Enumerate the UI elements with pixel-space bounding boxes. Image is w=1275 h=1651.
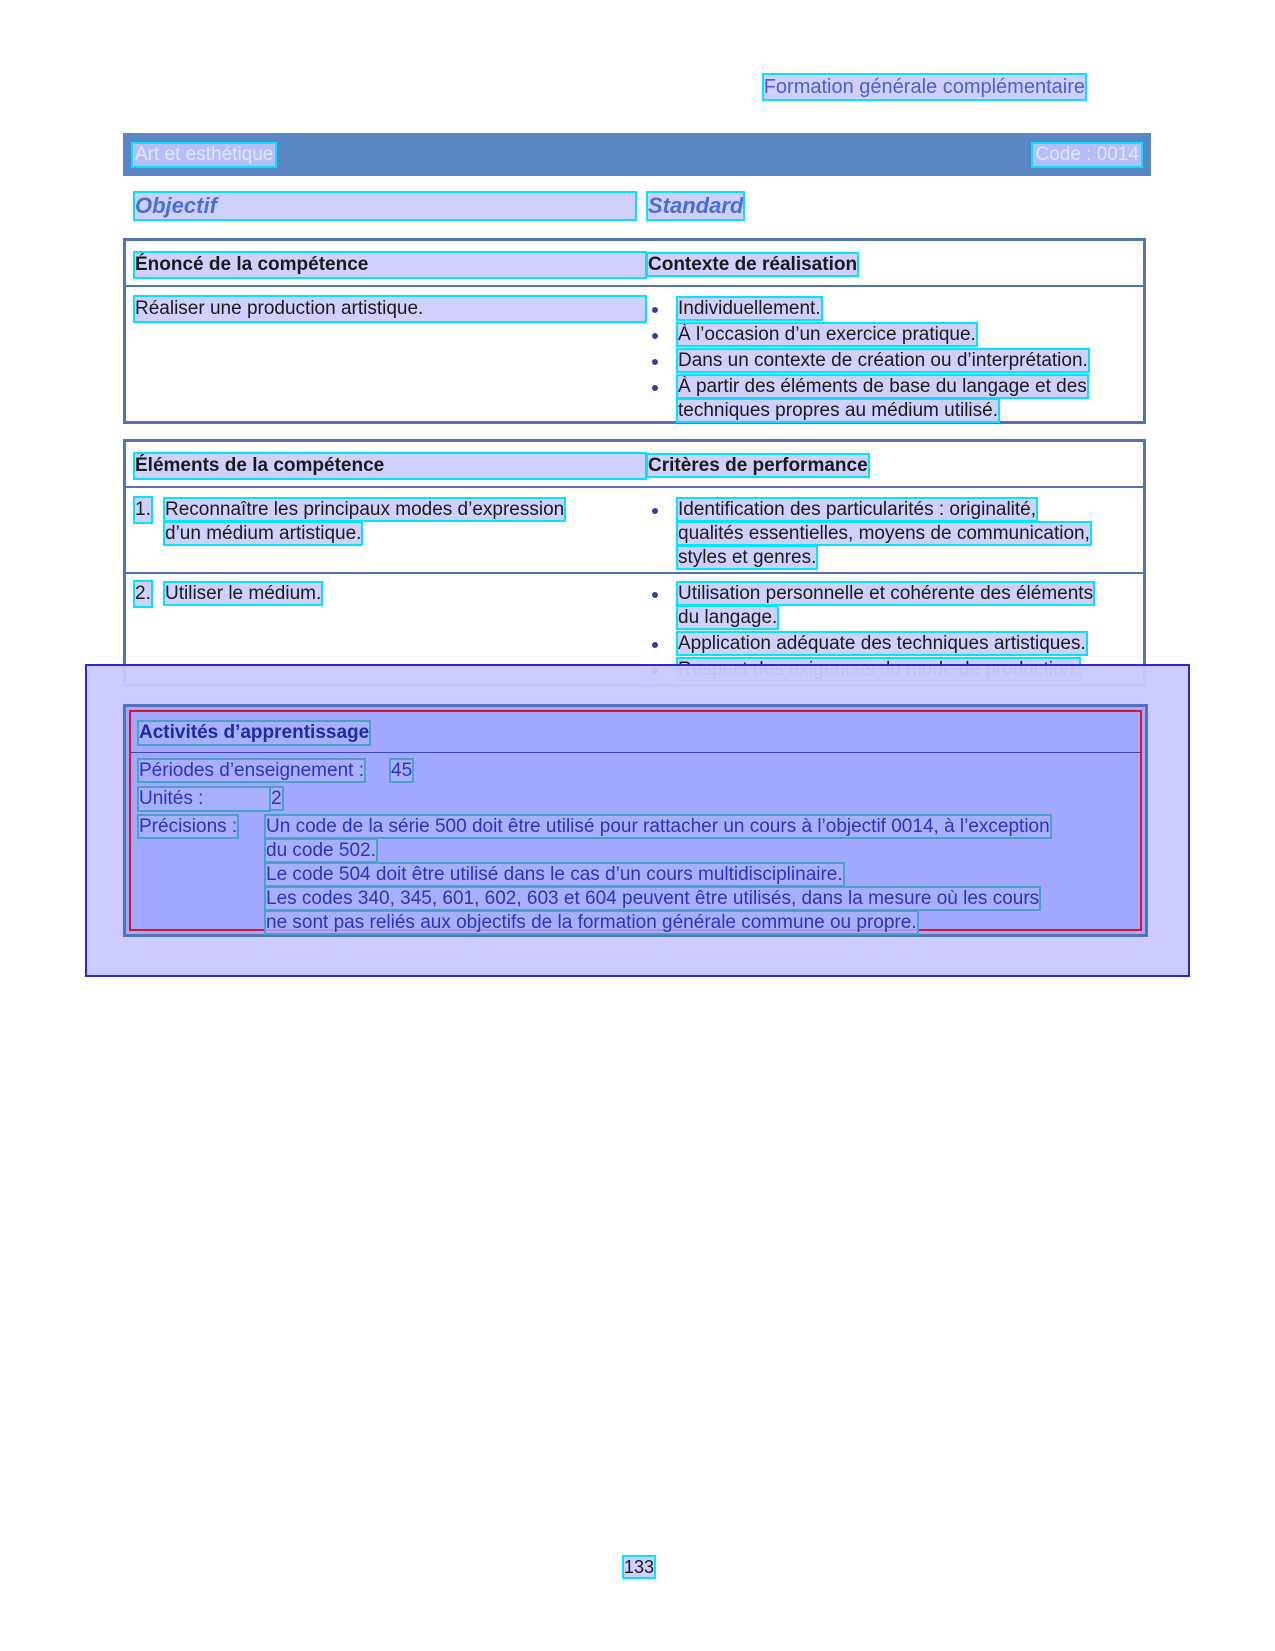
- precision-line: Un code de la série 500 doit être utilisé pour rattacher un cours à l’objectif 0014, à l’exception: [266, 816, 1050, 837]
- bullet-icon: [648, 297, 662, 321]
- element-item: 1. Reconnaître les principaux modes d’expression d’un médium artistique.: [135, 499, 565, 544]
- criterion-item: Utilisation personnelle et cohérente des éléments du langage.: [648, 582, 1127, 630]
- precisions-label: Précisions :: [139, 816, 238, 837]
- competence-statement: Réaliser une production artistique.: [135, 297, 645, 321]
- element-item: 2. Utiliser le médium.: [135, 583, 322, 604]
- col-header-contexte: Contexte de réalisation: [648, 254, 858, 275]
- bullet-icon: [648, 632, 662, 656]
- page-number: 133: [624, 1557, 655, 1577]
- context-item: Individuellement.: [648, 297, 1127, 321]
- bullet-icon: [648, 498, 662, 522]
- elements-table: [123, 439, 1146, 687]
- col-header-enonce: Énoncé de la compétence: [135, 253, 645, 277]
- periods-label: Périodes d’enseignement :: [139, 760, 364, 781]
- elements-table-header: [126, 442, 1143, 486]
- bullet-icon: [648, 349, 662, 373]
- course-code: Code : 0014: [1035, 144, 1139, 165]
- bullet-icon: [648, 582, 662, 606]
- element-row-1: [126, 486, 1143, 572]
- periods-value: 45: [391, 760, 413, 781]
- running-header: Formation générale complémentaire: [763, 76, 1085, 98]
- activities-divider: [131, 752, 1140, 753]
- competence-table: [123, 238, 1146, 424]
- activities-selection-frame: [129, 710, 1142, 931]
- units-label: Unités :: [139, 788, 269, 810]
- competence-table-header: [126, 241, 1143, 285]
- precision-line: ne sont pas reliés aux objectifs de la formation générale commune ou propre.: [266, 912, 917, 933]
- bullet-icon: [648, 323, 662, 347]
- activities-title: Activités d’apprentissage: [139, 722, 370, 743]
- units-value: 2: [271, 788, 282, 809]
- criterion-item: Application adéquate des techniques artistiques.: [648, 632, 1127, 656]
- standard-heading: Standard: [648, 193, 744, 218]
- precision-line: Les codes 340, 345, 601, 602, 603 et 604 peuvent être utilisés, dans la mesure où les cours: [266, 888, 1040, 909]
- title-bar: [123, 133, 1151, 176]
- col-header-criteres: Critères de performance: [648, 455, 868, 476]
- objectif-heading: Objectif: [135, 193, 635, 219]
- col-header-elements: Éléments de la compétence: [135, 454, 645, 478]
- bullet-icon: [648, 375, 662, 399]
- activities-box: [123, 704, 1148, 937]
- competence-row: [126, 285, 1143, 423]
- context-item: À l’occasion d’un exercice pratique.: [648, 323, 1127, 347]
- precision-line: Le code 504 doit être utilisé dans le cas d’un cours multidisciplinaire.: [266, 864, 843, 885]
- context-item: Dans un contexte de création ou d’interprétation.: [648, 349, 1127, 373]
- criterion-item: Identification des particularités : originalité, qualités essentielles, moyens de communication, styles et genres.: [648, 498, 1127, 570]
- context-item: À partir des éléments de base du langage et des techniques propres au médium utilisé.: [648, 375, 1127, 423]
- precision-line: du code 502.: [266, 840, 376, 861]
- course-title: Art et esthétique: [135, 144, 274, 165]
